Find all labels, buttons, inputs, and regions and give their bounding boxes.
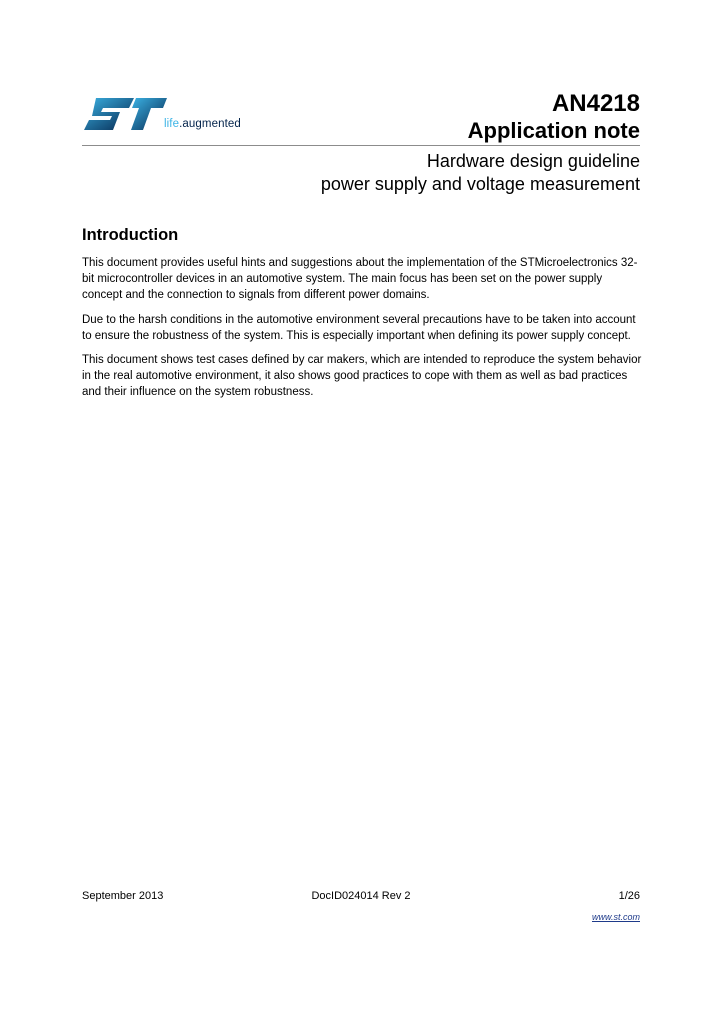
header-divider xyxy=(82,145,640,146)
footer-page-number: 1/26 xyxy=(618,890,640,902)
st-logo xyxy=(82,96,282,140)
logo-tagline-life: life xyxy=(164,118,180,130)
page-footer xyxy=(82,890,640,906)
logo-tagline-augmented: .augmented xyxy=(179,118,241,130)
introduction-paragraph: This document shows test cases defined by car makers, which are intended to reproduce the system behavior in the real automotive environment, it also shows good practices to cope with them as well as bad practices and their influence on the system robustness. xyxy=(82,354,642,399)
document-type: Application note xyxy=(467,118,640,143)
st-logo-icon xyxy=(82,96,172,136)
document-subtitle-line-2: power supply and voltage measurement xyxy=(320,174,640,194)
document-number: AN4218 xyxy=(551,90,640,117)
website-link[interactable]: www.st.com xyxy=(591,912,640,922)
footer-doc-id: DocID024014 Rev 2 xyxy=(311,890,411,902)
introduction-heading: Introduction xyxy=(82,226,179,244)
introduction-body xyxy=(82,255,642,409)
document-subtitle-line-1: Hardware design guideline xyxy=(426,151,640,171)
logo-tagline xyxy=(164,118,241,130)
introduction-paragraph: This document provides useful hints and suggestions about the implementation of the STMicroelectronics 32-bit microcontroller devices in an automotive system. The main focus has been set on the power supply concept and the connection to signals from different power domains. xyxy=(82,257,638,302)
footer-date: September 2013 xyxy=(82,890,164,902)
introduction-paragraph: Due to the harsh conditions in the automotive environment several precautions have to be taken into account to ensure the robustness of the system. This is especially important when defining its power supply concept. xyxy=(82,313,636,342)
